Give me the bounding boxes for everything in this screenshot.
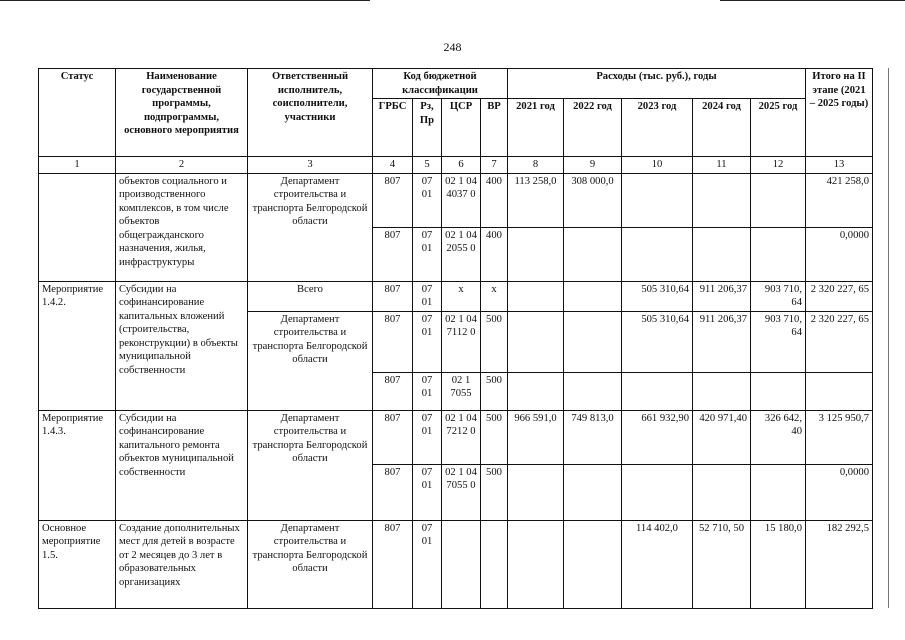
header-2021: 2021 год	[508, 99, 564, 157]
header-budget-code: Код бюджетной классификации	[373, 69, 508, 99]
header-rzpr: Рз, Пр	[413, 99, 442, 157]
value-2023: 114 402,0	[622, 520, 693, 608]
value-total: 421 258,0	[806, 173, 873, 227]
grbs-cell: 807	[373, 410, 413, 464]
event-name: Создание дополнительных мест для детей в возрасте от 2 месяцев до 3 лет в образовательных организациях	[116, 520, 248, 608]
value-2025: 15 180,0	[751, 520, 806, 608]
col-num: 1	[39, 157, 116, 174]
csr-cell: 02 1 04 7055 0	[442, 464, 481, 520]
rzpr-cell: 07 01	[413, 520, 442, 608]
header-2023: 2023 год	[622, 99, 693, 157]
header-responsible: Ответственный исполнитель, соисполнители, участники	[248, 69, 373, 157]
csr-cell: х	[442, 281, 481, 311]
header-expenses: Расходы (тыс. руб.), годы	[508, 69, 806, 99]
vr-cell: 500	[481, 464, 508, 520]
value-total: 2 320 227, 65	[806, 281, 873, 311]
grbs-cell: 807	[373, 173, 413, 227]
value-2021	[508, 372, 564, 410]
vr-cell: 400	[481, 227, 508, 281]
value-total: 0,0000	[806, 227, 873, 281]
col-num: 8	[508, 157, 564, 174]
grbs-cell: 807	[373, 227, 413, 281]
grbs-cell: 807	[373, 281, 413, 311]
value-2021	[508, 227, 564, 281]
header-status: Статус	[39, 69, 116, 157]
value-2023: 505 310,64	[622, 311, 693, 372]
vr-cell: х	[481, 281, 508, 311]
status-cell: Основное мероприятие 1.5.	[39, 520, 116, 608]
top-rule-left	[0, 0, 370, 1]
value-total	[806, 372, 873, 410]
responsible-cell: Департамент строительства и транспорта Белгородской области	[248, 410, 373, 520]
col-num: 13	[806, 157, 873, 174]
status-cell	[39, 173, 116, 281]
grbs-cell: 807	[373, 372, 413, 410]
top-rule-right	[720, 0, 905, 1]
value-2023	[622, 464, 693, 520]
csr-cell	[442, 520, 481, 608]
value-total: 3 125 950,7	[806, 410, 873, 464]
rzpr-cell: 07 01	[413, 281, 442, 311]
event-name: Субсидии на софинансирование капитального ремонта объектов муниципальной собственности	[116, 410, 248, 520]
vr-cell: 400	[481, 173, 508, 227]
vr-cell: 500	[481, 372, 508, 410]
value-total: 182 292,5	[806, 520, 873, 608]
value-2021	[508, 464, 564, 520]
responsible-cell: Департамент строительства и транспорта Белгородской области	[248, 520, 373, 608]
event-name: объектов социального и производственного комплексов, в том числе объектов общегражданского назначения, жилья, инфраструктуры	[116, 173, 248, 281]
vr-cell: 500	[481, 311, 508, 372]
budget-table	[38, 68, 873, 609]
value-2024	[693, 372, 751, 410]
value-2025	[751, 227, 806, 281]
value-2025: 903 710, 64	[751, 311, 806, 372]
header-2025: 2025 год	[751, 99, 806, 157]
table-row	[39, 173, 873, 227]
value-2025	[751, 464, 806, 520]
value-2024: 911 206,37	[693, 281, 751, 311]
vr-cell	[481, 520, 508, 608]
value-2025: 326 642, 40	[751, 410, 806, 464]
value-2021	[508, 520, 564, 608]
value-2022	[564, 464, 622, 520]
value-2025: 903 710, 64	[751, 281, 806, 311]
vr-cell: 500	[481, 410, 508, 464]
value-2024	[693, 464, 751, 520]
col-num: 5	[413, 157, 442, 174]
responsible-cell: Департамент строительства и транспорта Белгородской области	[248, 173, 373, 281]
scan-edge-line	[888, 68, 889, 608]
col-num: 4	[373, 157, 413, 174]
csr-cell: 02 1 04 4037 0	[442, 173, 481, 227]
responsible-cell: Департамент строительства и транспорта Белгородской области	[248, 311, 373, 410]
event-name: Субсидии на софинансирование капитальных вложений (строительства, реконструкции) в объекты муниципальной собственности	[116, 281, 248, 410]
status-cell: Мероприятие 1.4.2.	[39, 281, 116, 410]
value-2024: 420 971,40	[693, 410, 751, 464]
value-total: 0,0000	[806, 464, 873, 520]
value-2024: 52 710, 50	[693, 520, 751, 608]
page-number: 248	[443, 40, 462, 54]
value-2023	[622, 173, 693, 227]
value-2022	[564, 281, 622, 311]
csr-cell: 02 1 04 2055 0	[442, 227, 481, 281]
table-row	[39, 281, 873, 311]
value-2022	[564, 372, 622, 410]
value-2024	[693, 227, 751, 281]
value-2022	[564, 227, 622, 281]
rzpr-cell: 07 01	[413, 464, 442, 520]
rzpr-cell: 07 01	[413, 410, 442, 464]
rzpr-cell: 07 01	[413, 311, 442, 372]
col-num: 11	[693, 157, 751, 174]
value-2021: 113 258,0	[508, 173, 564, 227]
status-cell: Мероприятие 1.4.3.	[39, 410, 116, 520]
grbs-cell: 807	[373, 520, 413, 608]
value-2022	[564, 520, 622, 608]
rzpr-cell: 07 01	[413, 227, 442, 281]
csr-cell: 02 1 04 7112 0	[442, 311, 481, 372]
header-total: Итого на II этапе (2021 – 2025 годы)	[806, 69, 873, 157]
col-num: 6	[442, 157, 481, 174]
value-2022: 308 000,0	[564, 173, 622, 227]
csr-cell: 02 1 7055	[442, 372, 481, 410]
grbs-cell: 807	[373, 311, 413, 372]
value-2022: 749 813,0	[564, 410, 622, 464]
grbs-cell: 807	[373, 464, 413, 520]
header-grbs: ГРБС	[373, 99, 413, 157]
value-total: 2 320 227, 65	[806, 311, 873, 372]
rzpr-cell: 07 01	[413, 173, 442, 227]
col-num: 3	[248, 157, 373, 174]
value-2021: 966 591,0	[508, 410, 564, 464]
col-num: 2	[116, 157, 248, 174]
value-2022	[564, 311, 622, 372]
table-row	[39, 520, 873, 608]
value-2021	[508, 311, 564, 372]
value-2023	[622, 372, 693, 410]
header-name: Наименование государственной программы, подпрограммы, основного мероприятия	[116, 69, 248, 157]
col-num: 10	[622, 157, 693, 174]
value-2025	[751, 173, 806, 227]
col-num: 12	[751, 157, 806, 174]
header-2024: 2024 год	[693, 99, 751, 157]
responsible-cell: Всего	[248, 281, 373, 311]
header-2022: 2022 год	[564, 99, 622, 157]
rzpr-cell: 07 01	[413, 372, 442, 410]
value-2023: 505 310,64	[622, 281, 693, 311]
value-2024: 911 206,37	[693, 311, 751, 372]
value-2025	[751, 372, 806, 410]
csr-cell: 02 1 04 7212 0	[442, 410, 481, 464]
value-2024	[693, 173, 751, 227]
table-row	[39, 410, 873, 464]
col-num: 7	[481, 157, 508, 174]
value-2023: 661 932,90	[622, 410, 693, 464]
value-2021	[508, 281, 564, 311]
header-vr: ВР	[481, 99, 508, 157]
header-csr: ЦСР	[442, 99, 481, 157]
header-row-1	[39, 69, 873, 99]
value-2023	[622, 227, 693, 281]
col-num: 9	[564, 157, 622, 174]
column-numbers-row	[39, 157, 873, 174]
